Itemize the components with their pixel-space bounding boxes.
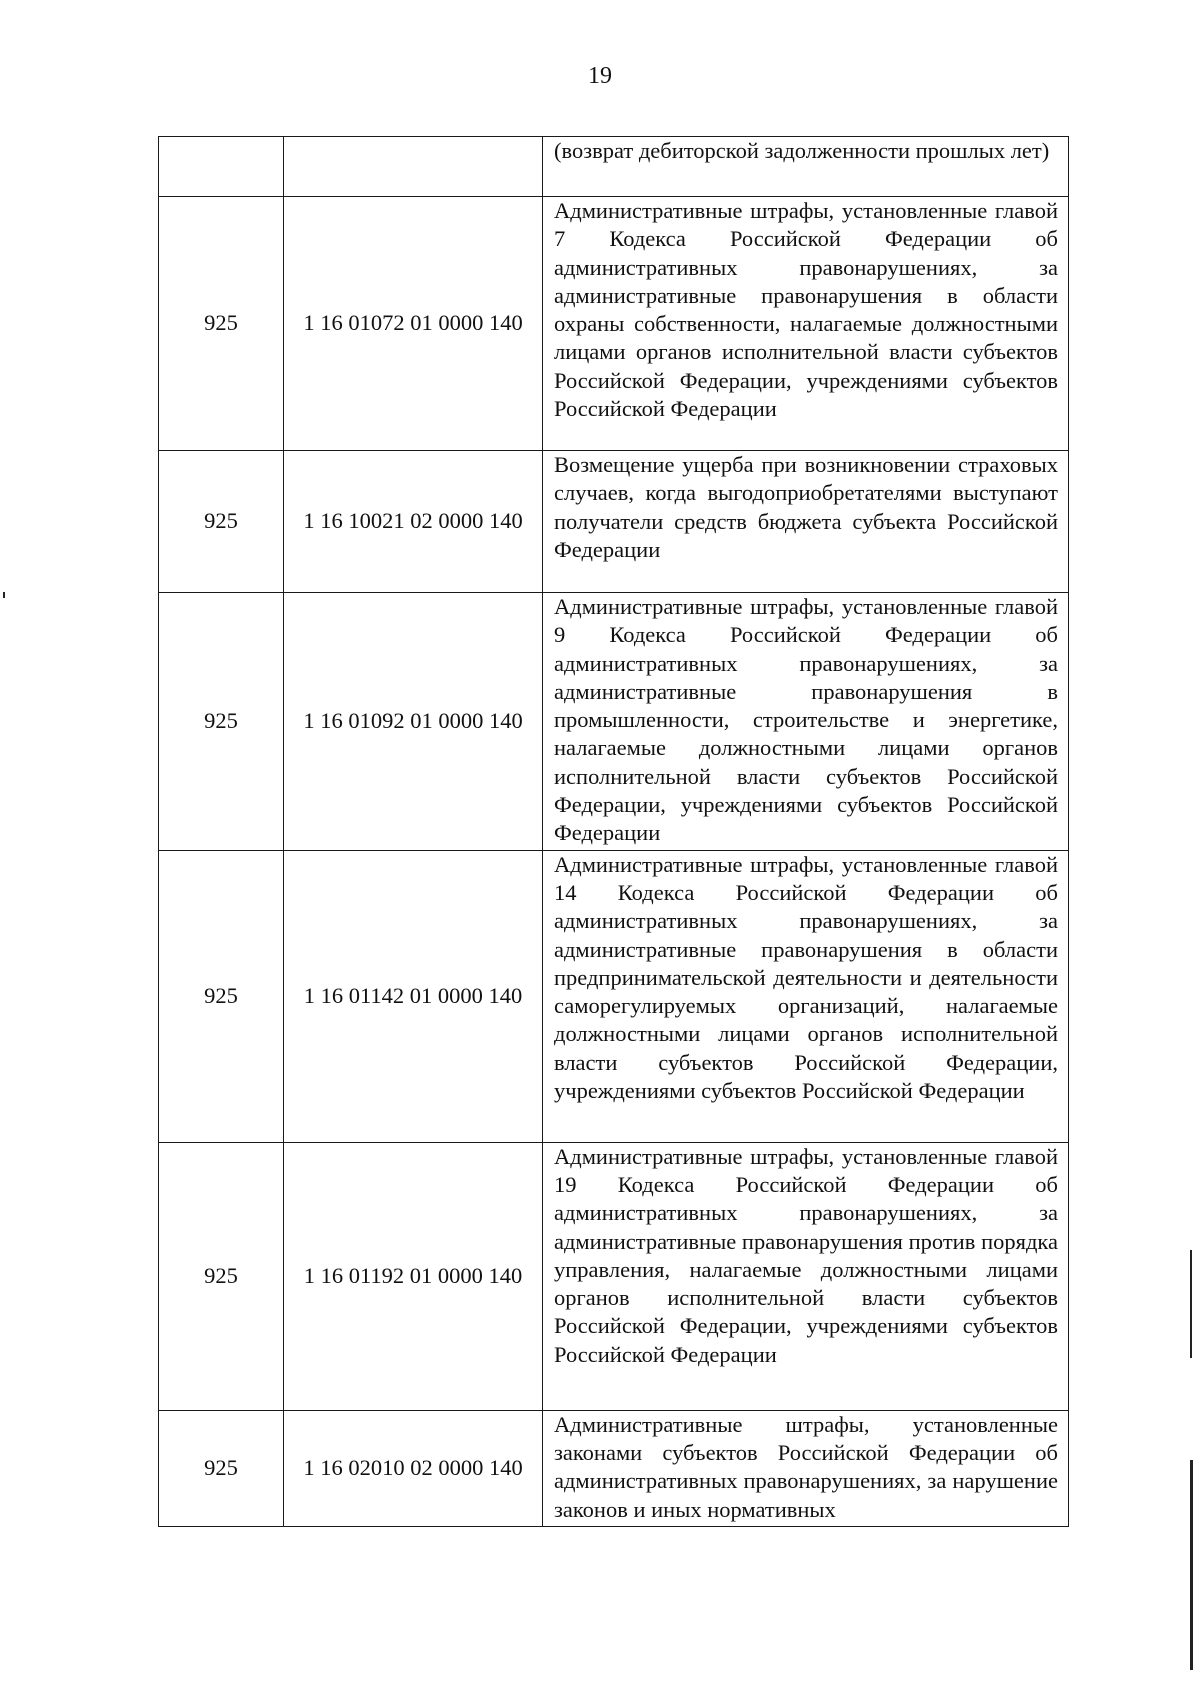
income-name-cell xyxy=(543,197,1069,451)
admin-code-cell: 925 xyxy=(159,593,284,851)
kbk-code-cell: 1 16 01072 01 0000 140 xyxy=(284,197,543,451)
income-name-text: Административные штрафы, установленные главой 14 Кодекса Российской Федерации об административных правонарушениях, за административные правонарушения в области предпринимательской деятельности и деятельности саморегулируемых организаций, налагаемые должностными лицами органов исполнительной власти субъектов Российской Федерации, учреждениями субъектов Российской Федерации xyxy=(554,851,1058,1104)
table-row xyxy=(159,197,1069,451)
income-name-cell xyxy=(543,451,1069,593)
income-name-text: Административные штрафы, установленные главой 19 Кодекса Российской Федерации об административных правонарушениях, за административные правонарушения против порядка управления, налагаемые должностными лицами органов исполнительной власти субъектов Российской Федерации, учреждениями субъектов Российской Федерации xyxy=(554,1143,1058,1367)
income-name-cell xyxy=(543,593,1069,851)
budget-codes-table xyxy=(158,136,1069,1527)
table-row xyxy=(159,850,1069,1142)
scan-artifact-right-upper xyxy=(1190,1250,1192,1358)
table-row xyxy=(159,593,1069,851)
table-row xyxy=(159,1142,1069,1410)
scan-artifact-left xyxy=(3,592,5,598)
admin-code-cell xyxy=(159,137,284,197)
scan-artifact-right-lower xyxy=(1190,1460,1193,1670)
kbk-code-cell xyxy=(284,137,543,197)
income-name-text: Возмещение ущерба при возникновении страховых случаев, когда выгодоприобретателями выступают получатели средств бюджета субъекта Российской Федерации xyxy=(554,452,1058,562)
income-name-text: Административные штрафы, установленные законами субъектов Российской Федерации об административных правонарушениях, за нарушение законов и иных нормативных xyxy=(554,1411,1058,1522)
page-number: 19 xyxy=(588,63,612,89)
admin-code-cell: 925 xyxy=(159,850,284,1142)
table-row xyxy=(159,1410,1069,1526)
income-name-cell xyxy=(543,1142,1069,1410)
table-row xyxy=(159,451,1069,593)
admin-code-cell: 925 xyxy=(159,451,284,593)
kbk-code-cell: 1 16 10021 02 0000 140 xyxy=(284,451,543,593)
admin-code-cell: 925 xyxy=(159,197,284,451)
kbk-code-cell: 1 16 01192 01 0000 140 xyxy=(284,1142,543,1410)
income-name-cell xyxy=(543,1410,1069,1526)
admin-code-cell: 925 xyxy=(159,1410,284,1526)
income-name-text: Административные штрафы, установленные главой 9 Кодекса Российской Федерации об административных правонарушениях, за административные правонарушения в промышленности, строительстве и энергетике, налагаемые должностными лицами органов исполнительной власти субъектов Российской Федерации, учреждениями субъектов Российской Федерации xyxy=(554,594,1058,846)
table-row xyxy=(159,137,1069,197)
income-name-cell xyxy=(543,137,1069,197)
kbk-code-cell: 1 16 01092 01 0000 140 xyxy=(284,593,543,851)
kbk-code-cell: 1 16 01142 01 0000 140 xyxy=(284,850,543,1142)
income-name-cell xyxy=(543,850,1069,1142)
kbk-code-cell: 1 16 02010 02 0000 140 xyxy=(284,1410,543,1526)
income-name-text: (возврат дебиторской задолженности прошлых лет) xyxy=(554,138,1050,163)
income-name-text: Административные штрафы, установленные главой 7 Кодекса Российской Федерации об административных правонарушениях, за административные правонарушения в области охраны собственности, налагаемые должностными лицами органов исполнительной власти субъектов Российской Федерации, учреждениями субъектов Российской Федерации xyxy=(554,198,1058,422)
admin-code-cell: 925 xyxy=(159,1142,284,1410)
